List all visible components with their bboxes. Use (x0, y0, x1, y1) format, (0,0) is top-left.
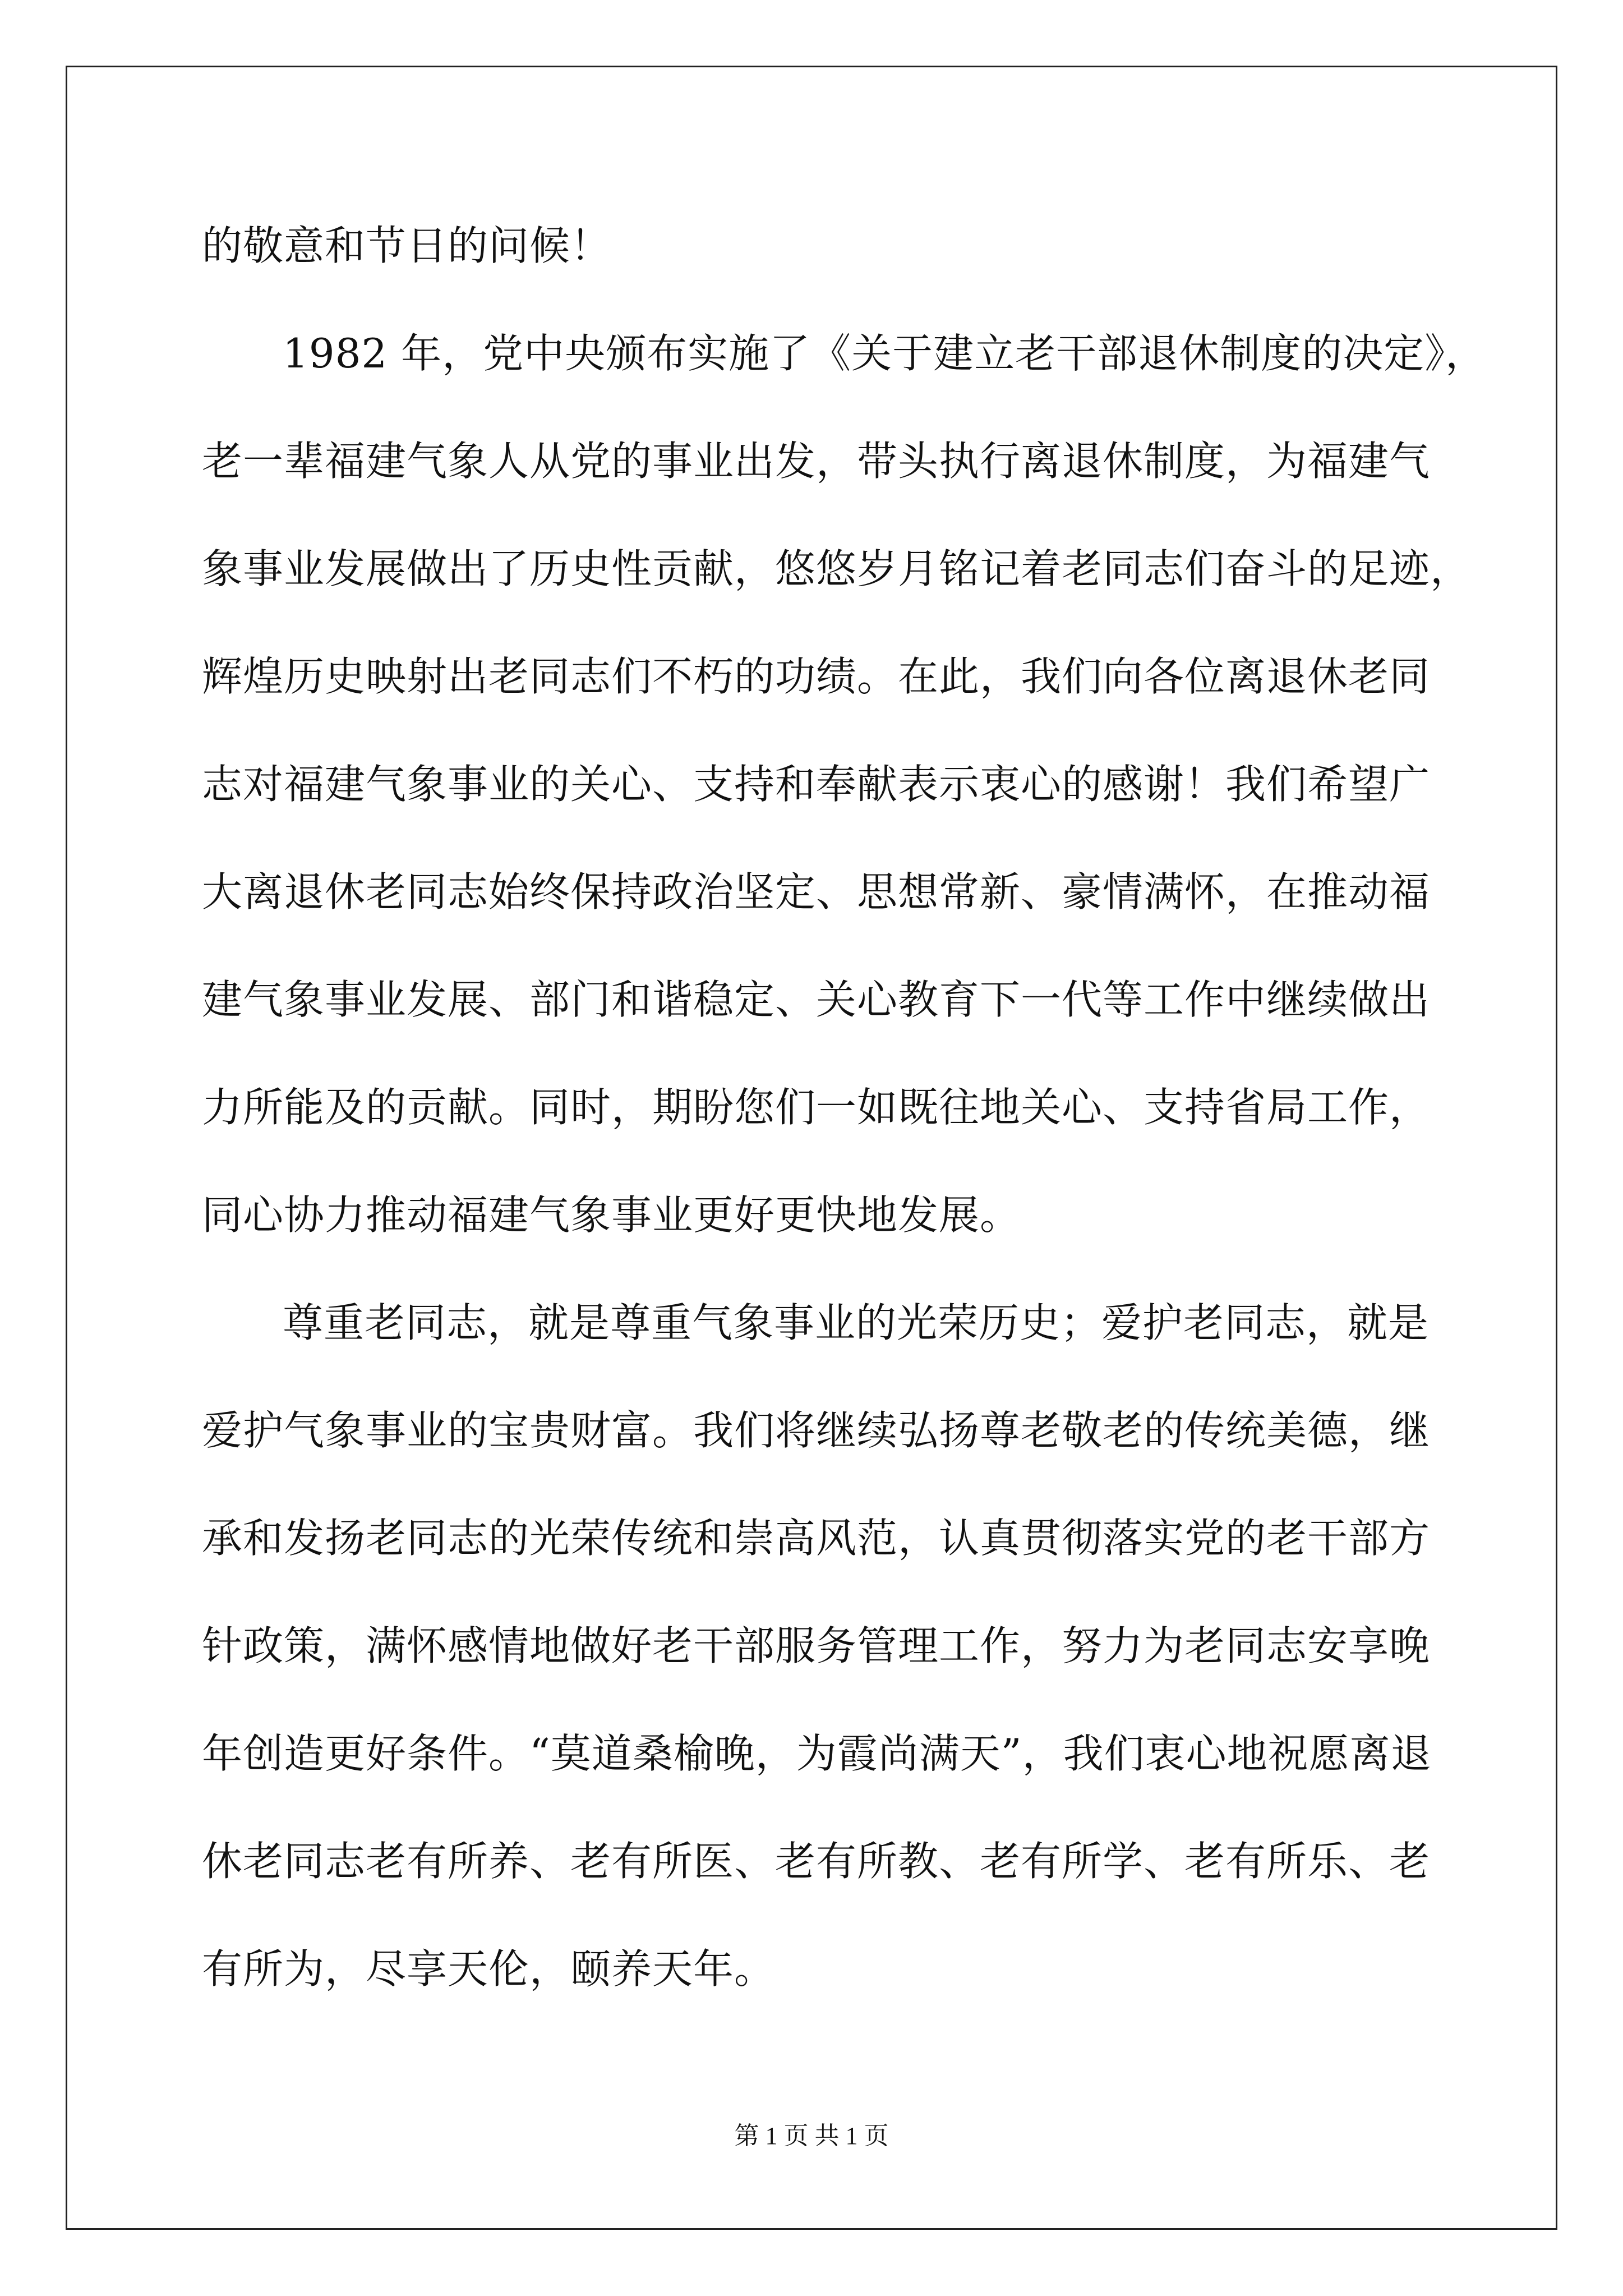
text-line: 大离退休老同志始终保持政治坚定、思想常新、豪情满怀，在推动福 (202, 868, 1431, 915)
paragraph-gap (202, 811, 1436, 865)
paragraph-gap (202, 1780, 1436, 1834)
text-line: 针政策，满怀感情地做好老干部服务管理工作，努力为老同志安享晚 (202, 1622, 1431, 1669)
paragraph-gap (202, 273, 1436, 326)
text-line: 同心协力推动福建气象事业更好更快地发展。 (202, 1191, 1021, 1239)
text-line: 象事业发展做出了历史性贡献，悠悠岁月铭记着老同志们奋斗的足迹， (202, 545, 1472, 592)
paragraph-gap (202, 1242, 1436, 1296)
paragraph-gap (202, 919, 1436, 973)
text-line: 有所为，尽享天伦，颐养天年。 (202, 1945, 776, 1993)
paragraph-gap (202, 1134, 1436, 1188)
paragraph-gap (202, 1673, 1436, 1727)
document-body (202, 219, 1487, 1996)
text-line: 老一辈福建气象人从党的事业出发，带头执行离退休制度，为福建气 (202, 438, 1431, 485)
text-line: 爱护气象事业的宝贵财富。我们将继续弘扬尊老敬老的传统美德，继 (202, 1407, 1431, 1454)
paragraph-gap (202, 596, 1436, 650)
paragraph-gap (202, 1457, 1436, 1511)
paragraph-gap (202, 1565, 1436, 1619)
paragraph-gap (202, 1888, 1436, 1942)
page-footer: 第 1 页 共 1 页 (734, 2122, 889, 2150)
text-line: 志对福建气象事业的关心、支持和奉献表示衷心的感谢！我们希望广 (202, 761, 1431, 808)
text-line: 尊重老同志，就是尊重气象事业的光荣历史；爱护老同志，就是 (283, 1299, 1430, 1346)
paragraph-gap (202, 380, 1436, 434)
paragraph-gap (202, 1350, 1436, 1404)
text-line: 年创造更好条件。“莫道桑榆晚，为霞尚满天”，我们衷心地祝愿离退 (202, 1730, 1432, 1777)
text-line: 辉煌历史映射出老同志们不朽的功绩。在此，我们向各位离退休老同 (202, 653, 1431, 700)
text-line: 力所能及的贡献。同时，期盼您们一如既往地关心、支持省局工作， (202, 1084, 1431, 1131)
text-line: 的敬意和节日的问候！ (202, 222, 612, 269)
paragraph-gap (202, 488, 1436, 542)
text-line: 建气象事业发展、部门和谐稳定、关心教育下一代等工作中继续做出 (202, 976, 1431, 1023)
paragraph-gap (202, 1027, 1436, 1080)
paragraph-gap (202, 703, 1436, 757)
text-line: 休老同志老有所养、老有所医、老有所教、老有所学、老有所乐、老 (202, 1838, 1431, 1885)
text-line: 1982 年，党中央颁布实施了《关于建立老干部退休制度的决定》， (283, 330, 1487, 377)
text-line: 承和发扬老同志的光荣传统和崇高风范，认真贯彻落实党的老干部方 (202, 1515, 1431, 1562)
